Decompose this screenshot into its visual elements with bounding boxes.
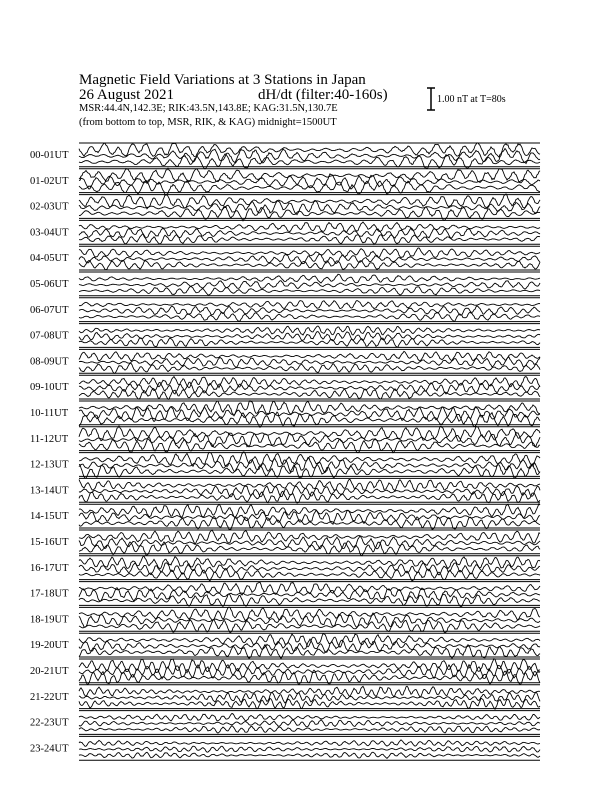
hour-row (30, 194, 540, 221)
chart-title: Magnetic Field Variations at 3 Stations in Japan (79, 72, 366, 88)
hour-label: 14-15UT (30, 511, 69, 523)
hour-row (30, 530, 540, 556)
trace-rik (79, 228, 540, 239)
trace-msr (79, 260, 540, 269)
chart-date: 26 August 2021 (79, 87, 175, 103)
hour-label: 17-18UT (30, 588, 69, 600)
trace-kag (79, 556, 540, 569)
trace-kag (79, 713, 540, 720)
trace-rik (79, 665, 540, 679)
scale-bar-label: 1.00 nT at T=80s (437, 94, 506, 105)
hour-label: 11-12UT (30, 433, 69, 445)
trace-msr (79, 726, 540, 733)
hour-label: 19-20UT (30, 640, 69, 652)
trace-rik (79, 692, 540, 703)
hour-label: 05-06UT (30, 279, 69, 290)
hour-label: 08-09UT (30, 356, 69, 368)
hour-row (30, 375, 540, 399)
hour-label: 00-01UT (30, 150, 69, 161)
trace-rik (79, 432, 540, 446)
hour-row (30, 426, 540, 453)
hour-row (30, 452, 540, 478)
hour-label: 10-11UT (30, 408, 69, 419)
trace-msr (79, 338, 540, 347)
trace-msr (79, 388, 540, 399)
hour-label: 20-21UT (30, 666, 69, 677)
hour-label: 02-03UT (30, 201, 69, 213)
hour-row (30, 736, 540, 760)
trace-msr (79, 286, 540, 295)
hour-label: 23-24UT (30, 743, 69, 755)
trace-rik (79, 149, 540, 164)
hour-label: 21-22UT (30, 691, 69, 703)
trace-kag (79, 326, 540, 335)
hour-label: 01-02UT (30, 175, 69, 187)
hour-row (30, 659, 540, 685)
trace-kag (79, 686, 540, 697)
trace-kag (79, 740, 540, 746)
hour-label: 13-14UT (30, 485, 69, 497)
hour-rows (30, 143, 540, 760)
chart-quantity-filter: dH/dt (filter:40-160s) (258, 87, 388, 103)
hour-row (30, 685, 540, 709)
trace-kag (79, 274, 540, 283)
trace-kag (79, 143, 540, 157)
trace-rik (79, 174, 540, 189)
trace-rik (79, 306, 540, 315)
hour-row (30, 298, 540, 322)
hour-row (30, 272, 540, 296)
trace-kag (79, 504, 540, 518)
trace-rik (79, 357, 540, 367)
hour-row (30, 401, 540, 428)
hour-row (30, 556, 540, 581)
hour-row (30, 324, 540, 348)
hour-label: 16-17UT (30, 562, 69, 574)
hour-row (30, 143, 540, 169)
hour-label: 12-13UT (30, 459, 69, 471)
trace-rik (79, 746, 540, 752)
trace-kag (79, 377, 540, 388)
hour-row (30, 168, 540, 194)
station-coordinates: MSR:44.4N,142.3E; RIK:43.5N,143.8E; KAG:31.5N,130.7E (79, 103, 338, 114)
hour-row (30, 220, 540, 244)
hour-row (30, 504, 540, 530)
trace-msr (79, 752, 540, 758)
trace-msr (79, 312, 540, 321)
scale-bar (427, 88, 435, 110)
hour-label: 18-19UT (30, 614, 69, 626)
trace-kag (79, 480, 540, 491)
hour-row (30, 633, 540, 658)
trace-kag (79, 659, 540, 674)
hour-label: 09-10UT (30, 382, 69, 394)
trace-msr (79, 645, 540, 659)
hour-row (30, 349, 540, 373)
trace-rik (79, 720, 540, 727)
hour-label: 06-07UT (30, 304, 69, 316)
hour-label: 03-04UT (30, 227, 69, 239)
trace-msr (79, 363, 540, 373)
hour-row (30, 246, 540, 270)
station-order-note: (from bottom to top, MSR, RIK, & KAG) midnight=1500UT (79, 117, 337, 128)
hour-label: 04-05UT (30, 253, 69, 265)
trace-kag (79, 301, 540, 309)
trace-rik (79, 281, 540, 289)
hour-row (30, 582, 540, 607)
hour-label: 15-16UT (30, 537, 69, 548)
trace-rik (79, 332, 540, 341)
trace-kag (79, 351, 540, 361)
trace-kag (79, 194, 540, 209)
hour-row (30, 478, 540, 503)
hour-label: 22-23UT (30, 717, 69, 729)
hour-row (30, 607, 540, 633)
hour-label: 07-08UT (30, 330, 69, 342)
hour-row (30, 711, 540, 735)
